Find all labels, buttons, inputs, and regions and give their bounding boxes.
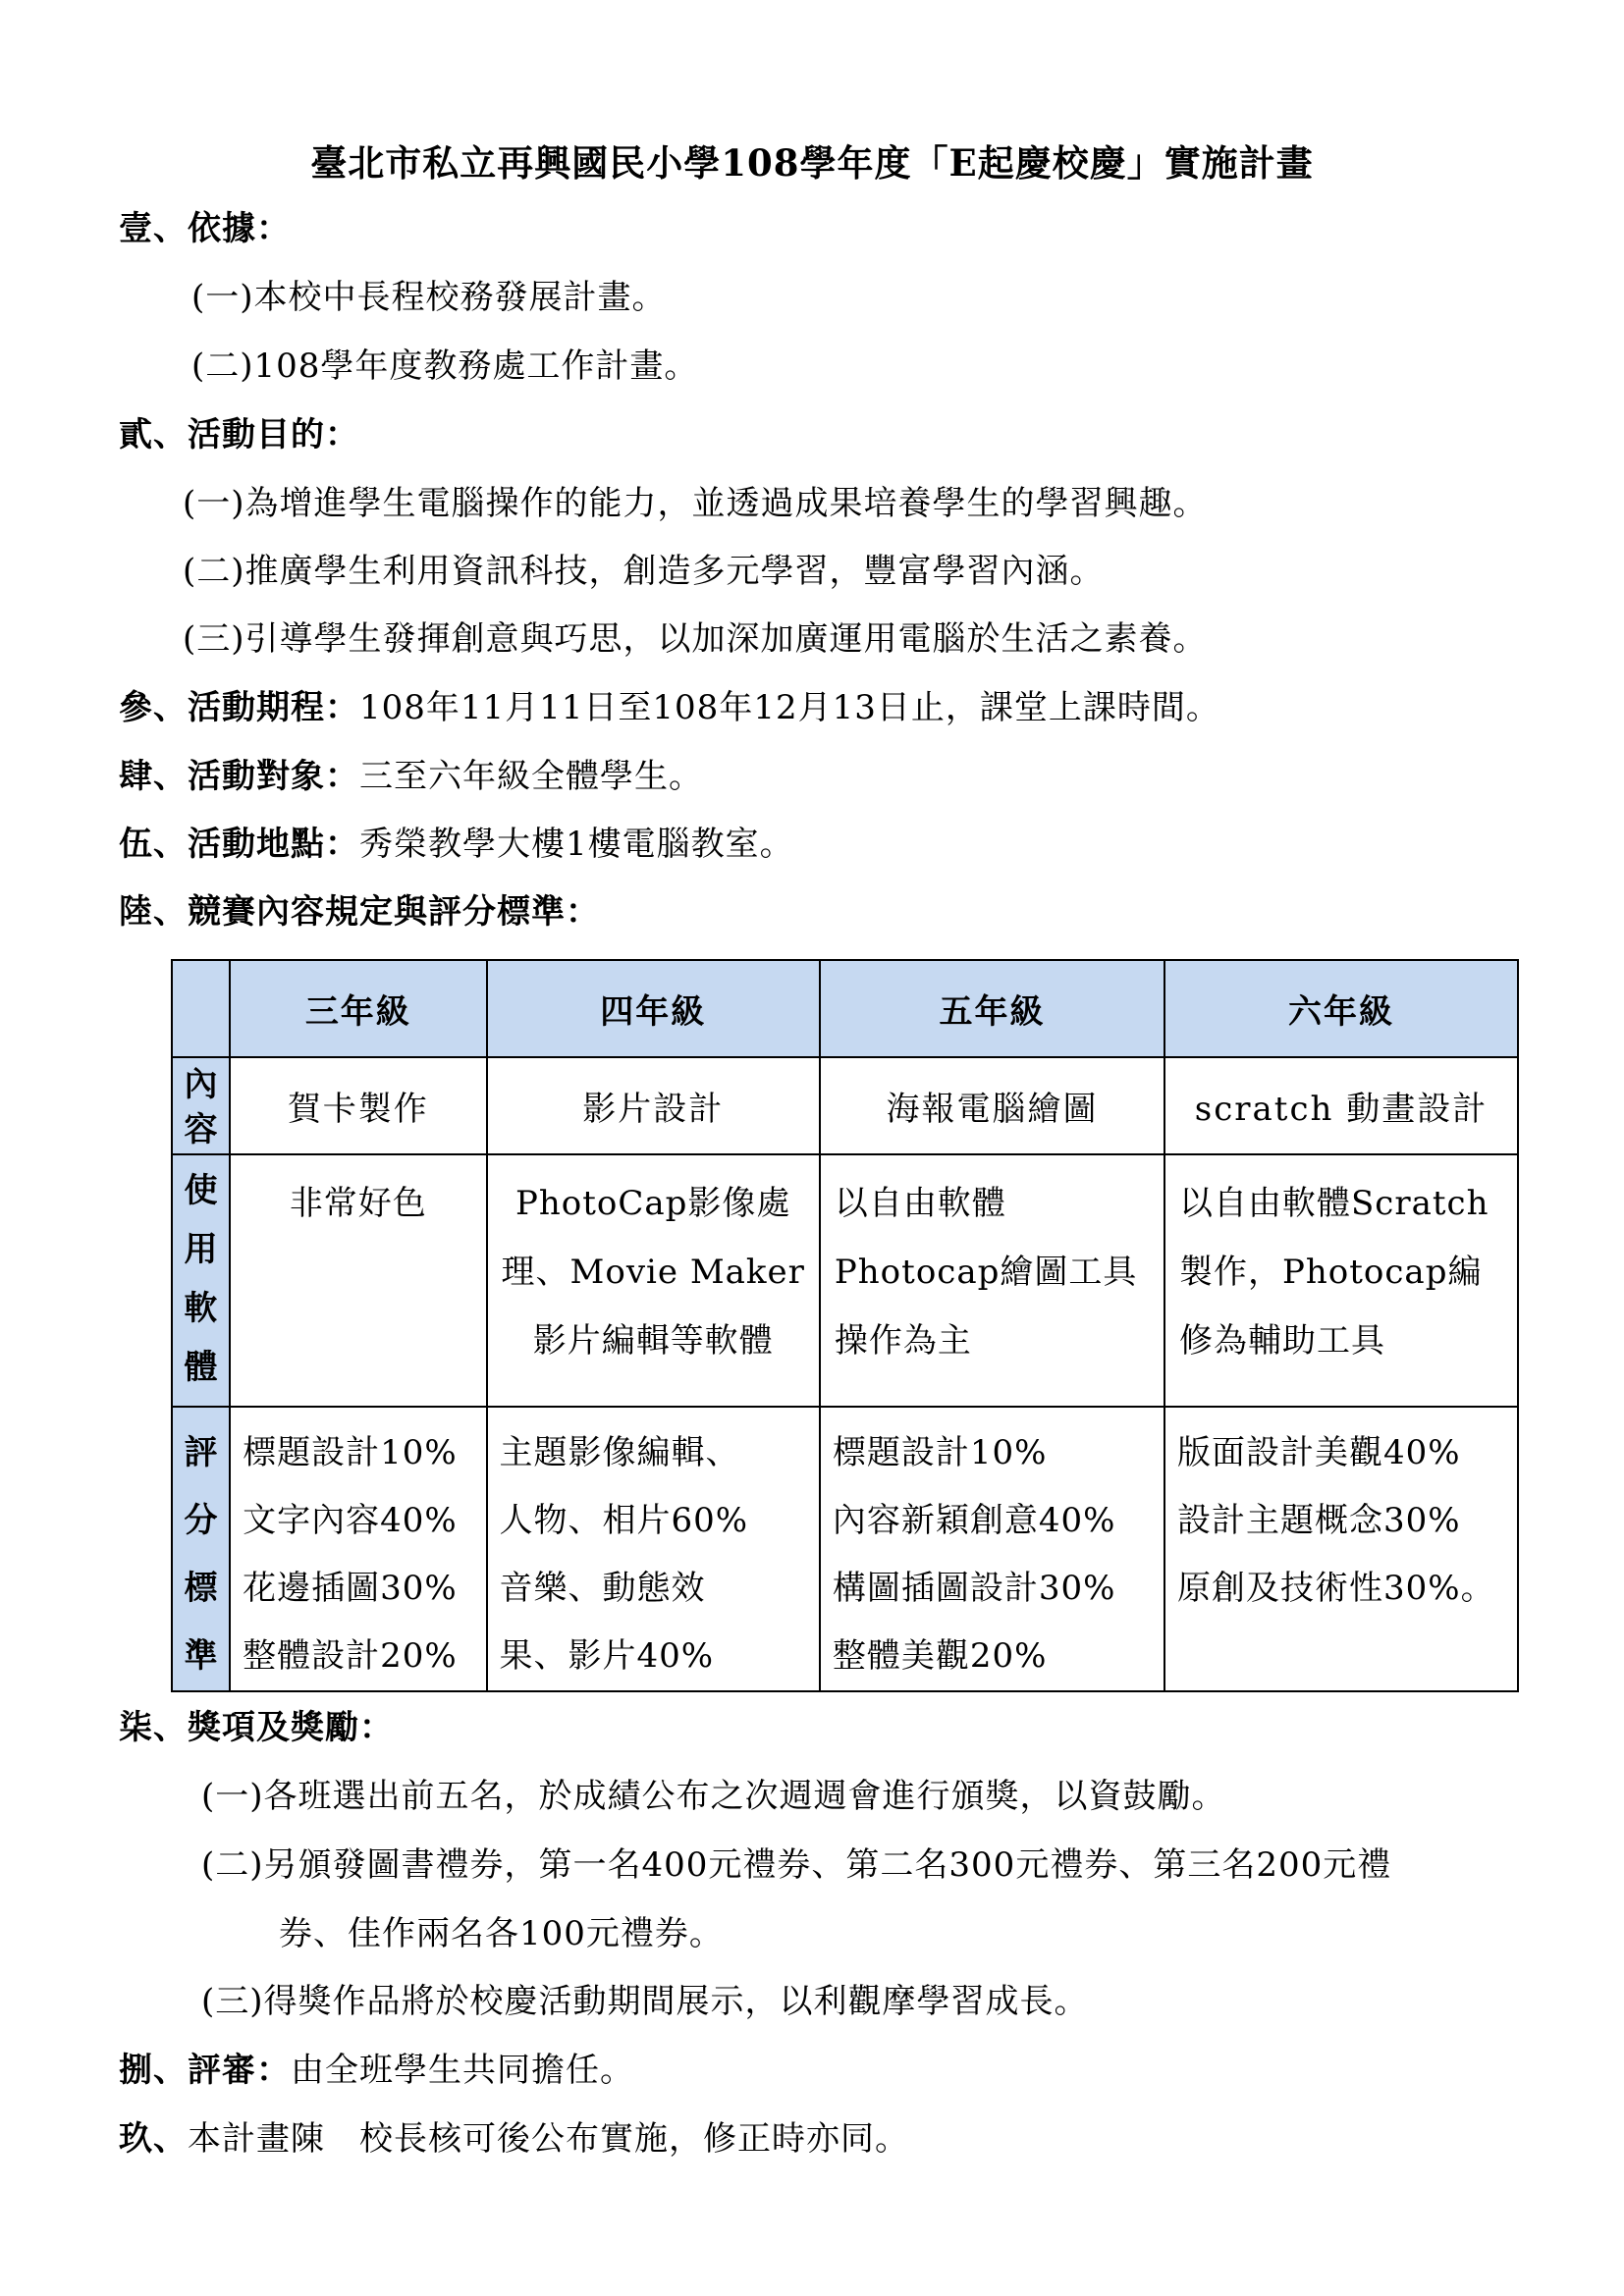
table-row-content: [172, 1057, 1518, 1154]
row-label-char: 準: [184, 1636, 218, 1676]
section-7-item-2: (二)另頒發圖書禮券，第一名400元禮券、第二名300元禮券、第三名200元禮: [201, 1845, 1392, 1885]
software-grade-5: [820, 1154, 1164, 1407]
cell-line: 以自由軟體: [834, 1184, 1006, 1223]
cell-line: 修為輔助工具: [1179, 1321, 1386, 1361]
cell-line: Photocap繪圖工具: [834, 1253, 1138, 1292]
section-5-label: 伍、活動地點：: [119, 825, 359, 864]
section-7-item-3: (三)得獎作品將於校慶活動期間展示，以利觀摩學習成長。: [201, 1982, 1089, 2021]
section-8-label: 捌、評審：: [119, 2051, 291, 2090]
section-3-text: 108年11月11日至108年12月13日止，課堂上課時間。: [359, 688, 1220, 727]
content-grade-3: 賀卡製作: [230, 1057, 486, 1154]
section-9-text: 本計畫陳 校長核可後公布實施，修正時亦同。: [188, 2119, 909, 2159]
cell-line: 標題設計10%: [243, 1433, 458, 1472]
table-header-grade-6: 六年級: [1164, 960, 1518, 1057]
table-row-software: [172, 1154, 1518, 1407]
eval-grade-6: [1164, 1407, 1518, 1691]
section-8-text: 由全班學生共同擔任。: [291, 2051, 634, 2090]
table-header-grade-5: 五年級: [820, 960, 1164, 1057]
table-header-grade-3: 三年級: [230, 960, 486, 1057]
eval-grade-4: [487, 1407, 820, 1691]
row-label-char: 用: [184, 1230, 218, 1269]
document-title: 臺北市私立再興國民小學108學年度「E起慶校慶」實施計畫: [310, 141, 1314, 185]
cell-line: 理、Movie Maker: [501, 1253, 805, 1292]
table-header-grade-4: 四年級: [487, 960, 820, 1057]
row-label-software: [172, 1154, 230, 1407]
row-label-char: 內: [184, 1065, 218, 1104]
cell-line: 非常好色: [289, 1184, 427, 1223]
cell-line: 果、影片40%: [499, 1636, 715, 1676]
cell-line: 標題設計10%: [832, 1433, 1048, 1472]
section-5-text: 秀榮教學大樓1樓電腦教室。: [359, 825, 794, 864]
section-4-line: [119, 757, 703, 796]
section-1-item-2: (二)108學年度教務處工作計畫。: [191, 347, 699, 386]
cell-line: 影片編輯等軟體: [532, 1321, 774, 1361]
row-label-eval: [172, 1407, 230, 1691]
section-2-item-3: (三)引導學生發揮創意與巧思，以加深加廣運用電腦於生活之素養。: [183, 619, 1208, 659]
section-2-item-2: (二)推廣學生利用資訊科技，創造多元學習，豐富學習內涵。: [183, 552, 1105, 591]
row-label-char: 標: [184, 1569, 218, 1608]
cell-line: 主題影像編輯、: [499, 1433, 740, 1472]
section-1-heading: 壹、依據：: [119, 209, 291, 248]
row-label-char: 容: [184, 1110, 218, 1149]
row-label-char: 評: [184, 1433, 218, 1472]
section-2-item-1: (一)為增進學生電腦操作的能力，並透過成果培養學生的學習興趣。: [183, 484, 1208, 523]
cell-line: 設計主題概念30%: [1177, 1501, 1461, 1540]
cell-line: 製作，Photocap編: [1179, 1253, 1483, 1292]
software-grade-4: [487, 1154, 820, 1407]
cell-line: 人物、相片60%: [499, 1501, 749, 1540]
content-grade-4: 影片設計: [487, 1057, 820, 1154]
table-header-row: [172, 960, 1518, 1057]
section-3-line: [119, 688, 1220, 727]
cell-line: PhotoCap影像處: [515, 1184, 791, 1223]
cell-line: 原創及技術性30%。: [1177, 1569, 1495, 1608]
cell-line: 整體美觀20%: [832, 1636, 1048, 1676]
software-grade-6: [1164, 1154, 1518, 1407]
section-7-heading: 柒、獎項及獎勵：: [119, 1708, 394, 1747]
section-5-line: [119, 825, 794, 864]
section-8-line: [119, 2051, 634, 2090]
section-9-label: 玖、: [119, 2119, 188, 2159]
cell-line: 構圖插圖設計30%: [832, 1569, 1116, 1608]
section-4-text: 三至六年級全體學生。: [359, 757, 703, 796]
table-corner-cell: [172, 960, 230, 1057]
eval-grade-3: [230, 1407, 486, 1691]
section-7-item-2-cont: 券、佳作兩名各100元禮券。: [279, 1914, 724, 1953]
content-grade-6: scratch 動畫設計: [1164, 1057, 1518, 1154]
eval-grade-5: [820, 1407, 1164, 1691]
cell-line: 文字內容40%: [243, 1501, 458, 1540]
row-label-char: 軟: [184, 1289, 218, 1328]
row-label-char: 體: [184, 1348, 218, 1387]
section-7-item-1: (一)各班選出前五名，於成績公布之次週週會進行頒獎，以資鼓勵。: [201, 1777, 1226, 1816]
section-6-heading: 陸、競賽內容規定與評分標準：: [119, 892, 600, 932]
cell-line: 以自由軟體Scratch: [1179, 1184, 1489, 1223]
section-3-label: 參、活動期程：: [119, 688, 359, 727]
row-label-char: 分: [184, 1501, 218, 1540]
table-row-eval: [172, 1407, 1518, 1691]
section-1-item-1: (一)本校中長程校務發展計畫。: [191, 278, 667, 317]
row-label-content: [172, 1057, 230, 1154]
cell-line: 內容新穎創意40%: [832, 1501, 1116, 1540]
cell-line: 整體設計20%: [243, 1636, 458, 1676]
section-2-heading: 貳、活動目的：: [119, 415, 359, 454]
cell-line: 花邊插圖30%: [243, 1569, 458, 1608]
row-label-char: 使: [184, 1171, 218, 1210]
criteria-table: [171, 959, 1519, 1692]
content-grade-5: 海報電腦繪圖: [820, 1057, 1164, 1154]
software-grade-3: [230, 1154, 486, 1407]
cell-line: 操作為主: [834, 1321, 972, 1361]
cell-line: 版面設計美觀40%: [1177, 1433, 1461, 1472]
section-4-label: 肆、活動對象：: [119, 757, 359, 796]
section-9-line: [119, 2119, 909, 2159]
cell-line: 音樂、動態效: [499, 1569, 706, 1608]
